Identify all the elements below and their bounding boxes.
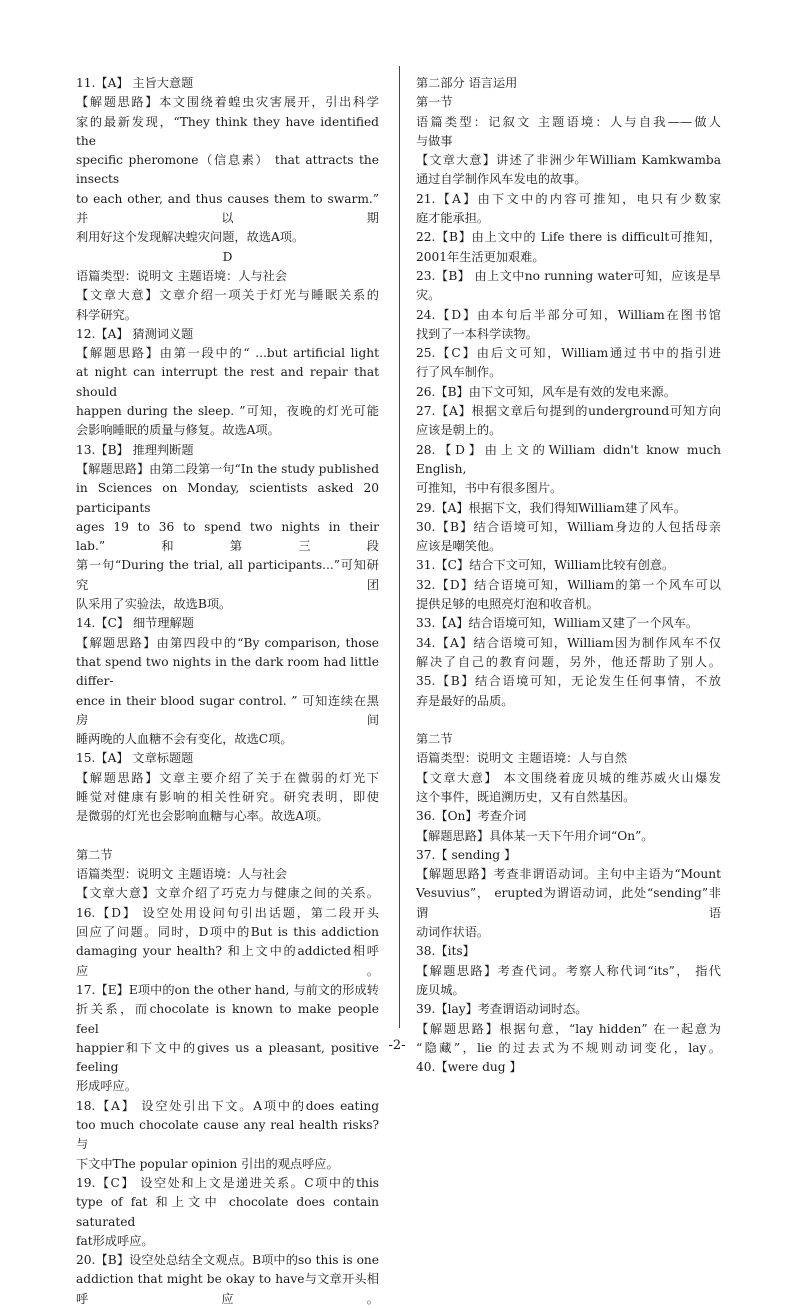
text-line: 第一节 xyxy=(416,95,453,110)
text-line: 【解题思路】由第一段中的“ ...but artificial light xyxy=(76,346,379,361)
text-line: 庞贝城。 xyxy=(416,982,465,997)
text-line: 科学研究。 xyxy=(76,307,137,322)
text-line: 26.【B】由下文可知，风车是有效的发电来源。 xyxy=(416,384,676,399)
text-line: 15.【A】 文章标题题 xyxy=(76,751,194,766)
text-line: 【文章大意】 本文围绕着庞贝城的维苏威火山爆发 xyxy=(416,770,721,785)
text-line: 21.【A】由下文中的内容可推知，电只有少数家 xyxy=(416,191,721,206)
text-line: 35.【B】结合语境可知，无论发生任何事情，不放 xyxy=(416,674,721,689)
page-number: -2- xyxy=(388,1038,406,1053)
text-line: 【解题思路】文章主要介绍了关于在微弱的灯光下 xyxy=(76,770,379,785)
right-column xyxy=(416,74,721,1077)
text-line: 22.【B】由上文中的 Life there is difficult可推知， xyxy=(416,230,721,245)
text-line: 36.【On】考查介词 xyxy=(416,809,527,824)
text-line: 第二节 xyxy=(76,847,113,862)
text-line: fat形成呼应。 xyxy=(76,1233,154,1248)
text-line: 40.【were dug 】 xyxy=(416,1060,522,1075)
text-line: addiction that might be okay to have与文章开头相呼应。 xyxy=(76,1272,379,1306)
text-line: 第一句“During the trial, all participants...”可知研究团 xyxy=(76,558,379,592)
text-line: 语篇类型：说明文 主题语境：人与自然 xyxy=(416,751,628,766)
text-line: 会影响睡眠的质量与修复。故选A项。 xyxy=(76,423,280,438)
text-line: 语篇类型：说明文 主题语境：人与社会 xyxy=(76,268,288,283)
text-line: in Sciences on Monday, scientists asked 20 participants xyxy=(76,481,379,515)
text-line: 庭才能承担。 xyxy=(416,211,490,226)
column-divider xyxy=(399,66,400,1028)
text-line: 第二部分 语言运用 xyxy=(416,76,518,90)
text-line: 解决了自己的教育问题，另外，他还帮助了别人。 xyxy=(416,654,721,669)
text-line: D xyxy=(222,249,233,264)
text-line: 弃是最好的品质。 xyxy=(416,693,514,708)
text-line: 【文章大意】文章介绍一项关于灯光与睡眠关系的 xyxy=(76,288,379,303)
text-line: 25.【C】由后文可知，William通过书中的指引进 xyxy=(416,346,721,361)
text-line: 家的最新发现，“They think they have identified the xyxy=(76,114,379,148)
text-line: 20.【B】设空处总结全文观点。B项中的so this is one xyxy=(76,1253,379,1268)
text-line: “隐藏”，lie 的过去式为不规则动词变化，lay。 xyxy=(416,1040,721,1055)
text-line: 折关系，而chocolate is known to make people feel xyxy=(76,1002,379,1036)
text-line: 第二节 xyxy=(416,732,453,747)
text-line: 27.【A】根据文章后句提到的underground可知方向 xyxy=(416,404,721,419)
text-line: 34.【A】结合语境可知，William因为制作风车不仅 xyxy=(416,635,721,650)
text-line: 睡觉对健康有影响的相关性研究。研究表明，即使 xyxy=(76,789,379,804)
text-line: that spend two nights in the dark room had little differ- xyxy=(76,654,379,689)
text-line: 这个事件，既追溯历史，又有自然基因。 xyxy=(416,789,636,804)
text-line: 24.【D】由本句后半部分可知，William在图书馆 xyxy=(416,307,721,322)
text-line: 与做事 xyxy=(416,133,453,148)
text-line: 16.【D】 设空处用设问句引出话题，第二段开头 xyxy=(76,905,379,920)
text-line: 形成呼应。 xyxy=(76,1079,137,1094)
text-line: 【文章大意】文章介绍了巧克力与健康之间的关系。 xyxy=(76,886,379,901)
text-line: 13.【B】 推理判断题 xyxy=(76,442,194,457)
text-line: 23.【B】 由上文中no running water可知，应该是旱 xyxy=(416,268,721,283)
text-line: 17.【E】E项中的on the other hand, 与前文的形成转 xyxy=(76,982,379,997)
text-line: 【解题思路】考查代词。考察人称代词“its”， 指代 xyxy=(416,963,721,978)
text-line: 31.【C】结合下文可知，William比较有创意。 xyxy=(416,558,675,573)
left-column xyxy=(76,74,379,1309)
text-line: 是微弱的灯光也会影响血糖与心率。故选A项。 xyxy=(76,809,329,824)
text-line: too much chocolate cause any real health risks?与 xyxy=(76,1118,379,1152)
text-line: 通过自学制作风车发电的故事。 xyxy=(416,172,587,187)
text-line: 【解题思路】考查非谓语动词。主句中主语为“Mount xyxy=(416,867,721,882)
text-line: 2001年生活更加艰难。 xyxy=(416,249,545,264)
text-line: 下文中The popular opinion 引出的观点呼应。 xyxy=(76,1156,339,1171)
text-line: 39.【lay】考查谓语动词时态。 xyxy=(416,1002,588,1017)
text-line: type of fat 和上文中 chocolate does contain saturated xyxy=(76,1195,379,1229)
text-line: 【解题思路】根据句意，“lay hidden” 在一起意为 xyxy=(416,1021,721,1036)
text-line: to each other, and thus causes them to swarm.” 并以期 xyxy=(76,191,379,226)
text-line: ence in their blood sugar control. ” 可知连续在黑房间 xyxy=(76,693,379,727)
text-line: 【解题思路】由第二段第一句“In the study published xyxy=(76,461,379,476)
text-line: 【文章大意】讲述了非洲少年William Kamkwamba xyxy=(416,153,721,168)
text-line: ages 19 to 36 to spend two nights in their lab.”和第三段 xyxy=(76,519,379,554)
text-line: damaging your health? 和上文中的addicted相呼应。 xyxy=(76,944,379,978)
text-line: 回应了问题。同时，D项中的But is this addiction xyxy=(76,925,379,940)
text-line: 应该是嘲笑他。 xyxy=(416,539,502,554)
blank-line xyxy=(416,711,721,730)
text-line: 可推知，书中有很多图片。 xyxy=(416,481,563,496)
text-line: at night can interrupt the rest and repair that should xyxy=(76,365,379,399)
text-line: 33.【A】结合语境可知，William又建了一个风车。 xyxy=(416,616,699,631)
text-line: 行了风车制作。 xyxy=(416,365,502,380)
text-line: specific pheromone（信息素） that attracts the insects xyxy=(76,153,379,187)
text-line: 应该是朝上的。 xyxy=(416,423,502,438)
text-line: 14.【C】 细节理解题 xyxy=(76,616,194,631)
text-line: 语篇类型：记叙文 主题语境：人与自我——做人 xyxy=(416,114,721,129)
text-line: 【解题思路】本文围绕着蝗虫灾害展开，引出科学 xyxy=(76,95,379,110)
text-line: 睡两晚的人血糖不会有变化，故选C项。 xyxy=(76,732,293,747)
text-line: 灾。 xyxy=(416,288,441,303)
text-line: 11.【A】 主旨大意题 xyxy=(76,76,194,90)
text-line: 19.【C】 设空处和上文是递进关系。C项中的this xyxy=(76,1175,379,1190)
text-line: 18.【A】 设空处引出下文。A项中的does eating xyxy=(76,1098,379,1113)
text-line: 38.【its】 xyxy=(416,944,475,959)
text-line: Vesuvius”， erupted为谓语动词，此处“sending”非谓语 xyxy=(416,886,721,920)
text-line: 提供足够的电照亮灯泡和收音机。 xyxy=(416,597,599,612)
text-line: 37.【 sending 】 xyxy=(416,847,517,862)
text-line: 【解题思路】具体某一天下午用介词“On”。 xyxy=(416,828,654,843)
text-line: 12.【A】 猜测词义题 xyxy=(76,326,194,341)
text-line: 语篇类型：说明文 主题语境：人与社会 xyxy=(76,867,288,882)
text-line: 队采用了实验法，故选B项。 xyxy=(76,597,232,612)
text-line: 动词作状语。 xyxy=(416,925,490,940)
text-line: 28.【D】由上文的William didn't know much English, xyxy=(416,442,721,476)
text-line: 29.【A】根据下文，我们得知William建了风车。 xyxy=(416,500,686,515)
blank-line xyxy=(76,827,379,846)
text-line: 32.【D】结合语境可知，William的第一个风车可以 xyxy=(416,577,721,592)
text-line: 【解题思路】由第四段中的“By comparison, those xyxy=(76,635,379,650)
text-line: happen during the sleep. ”可知，夜晚的灯光可能 xyxy=(76,404,379,419)
text-line: 30.【B】结合语境可知，William身边的人包括母亲 xyxy=(416,519,721,534)
text-line: 利用好这个发现解决蝗灾问题，故选A项。 xyxy=(76,230,305,245)
text-line: happier和下文中的gives us a pleasant, positive feeling xyxy=(76,1040,379,1075)
text-line: 找到了一本科学读物。 xyxy=(416,326,538,341)
